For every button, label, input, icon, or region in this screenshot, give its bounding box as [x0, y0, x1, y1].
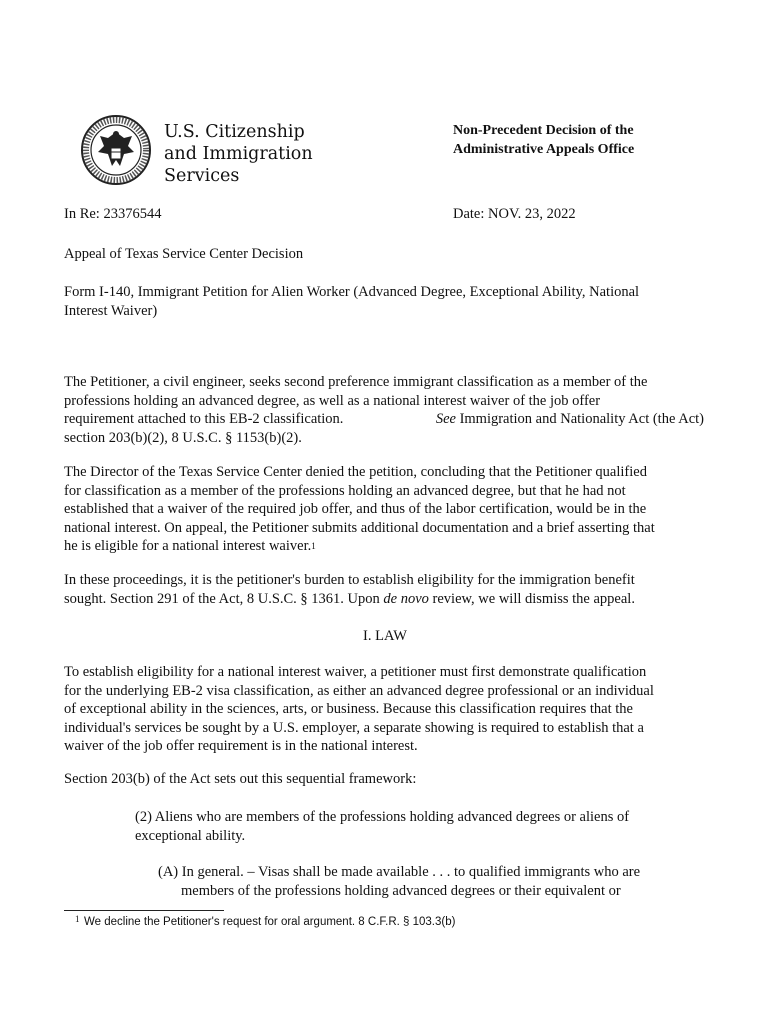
- text-line: section 203(b)(2), 8 U.S.C. § 1153(b)(2).: [64, 429, 302, 446]
- decision-type: [453, 121, 634, 159]
- text-line: waiver of the job offer requirement is in the national interest.: [64, 738, 418, 754]
- paragraph-framework: Section 203(b) of the Act sets out this sequential framework:: [64, 771, 417, 787]
- agency-line: U.S. Citizenship: [164, 122, 305, 142]
- agency-line: and Immigration: [164, 144, 313, 164]
- text-line: exceptional ability.: [135, 827, 246, 844]
- text-line: Form I-140, Immigrant Petition for Alien Worker (Advanced Degree, Exceptional Ability, National: [64, 284, 640, 300]
- dhs-seal-logo: [80, 114, 152, 186]
- paragraph-law: [64, 663, 704, 756]
- text-line: he is eligible for a national interest waiver. 1: [64, 538, 316, 554]
- text-line: established that a waiver of the required job offer, and thus of the labor certification, would be in the: [64, 501, 647, 517]
- statute-quote-a: [158, 863, 640, 900]
- text-line: The Director of the Texas Service Center denied the petition, concluding that the Petitioner qualified: [64, 464, 647, 480]
- agency-name: [164, 121, 313, 187]
- footnote-text: We decline the Petitioner's request for oral argument. 8 C.F.R. § 103.3(b): [84, 916, 456, 928]
- text-line: individual's services be sought by a U.S. employer, a separate showing is required to establish that a: [64, 719, 644, 736]
- text-line: members of the professions holding advanced degrees or their equivalent or: [181, 882, 621, 899]
- text-line: Interest Waiver): [64, 302, 158, 319]
- footnote-reference: 1: [311, 541, 316, 551]
- text-line: The Petitioner, a civil engineer, seeks second preference immigrant classification as a member of the: [64, 374, 648, 390]
- text-line: requirement attached to this EB-2 classification. See Immigration and Nationality Act (the Act): [64, 411, 704, 427]
- text-line: To establish eligibility for a national interest waiver, a petitioner must first demonstrate qualification: [64, 664, 647, 680]
- text-line: (A) In general. – Visas shall be made available . . . to qualified immigrants who are: [158, 864, 641, 880]
- footnote-divider: [64, 910, 224, 911]
- paragraph-intro: [64, 373, 704, 447]
- paragraph-director: [64, 463, 704, 556]
- footnote-number: 1: [75, 914, 80, 924]
- decision-date: Date: NOV. 23, 2022: [453, 206, 576, 222]
- text-line: (2) Aliens who are members of the professions holding advanced degrees or aliens of: [135, 809, 630, 825]
- decision-line: Non-Precedent Decision of the: [453, 123, 634, 138]
- text-line: sought. Section 291 of the Act, 8 U.S.C. § 1361. Upon de novo review, we will dismiss the appeal.: [64, 590, 635, 607]
- case-number: In Re: 23376544: [64, 206, 162, 222]
- text-line: for the underlying EB-2 visa classification, as either an advanced degree professional or an individual: [64, 682, 654, 699]
- text-line: of exceptional ability in the sciences, arts, or business. Because this classification requires that the: [64, 701, 633, 717]
- form-description: [64, 283, 704, 320]
- text-line: national interest. On appeal, the Petitioner submits additional documentation and a brief asserting that: [64, 519, 655, 536]
- statute-quote-2: [135, 808, 629, 845]
- appeal-line: Appeal of Texas Service Center Decision: [64, 246, 304, 262]
- paragraph-burden: [64, 571, 704, 608]
- text-line: In these proceedings, it is the petitioner's burden to establish eligibility for the immigration benefit: [64, 572, 635, 588]
- text-line: professions holding an advanced degree, as well as a national interest waiver of the job offer: [64, 392, 601, 409]
- decision-line: Administrative Appeals Office: [453, 142, 635, 157]
- section-heading: I. LAW: [363, 628, 407, 644]
- text-line: for classification as a member of the professions holding an advanced degree, but that he had not: [64, 482, 626, 499]
- agency-line: Services: [164, 166, 240, 186]
